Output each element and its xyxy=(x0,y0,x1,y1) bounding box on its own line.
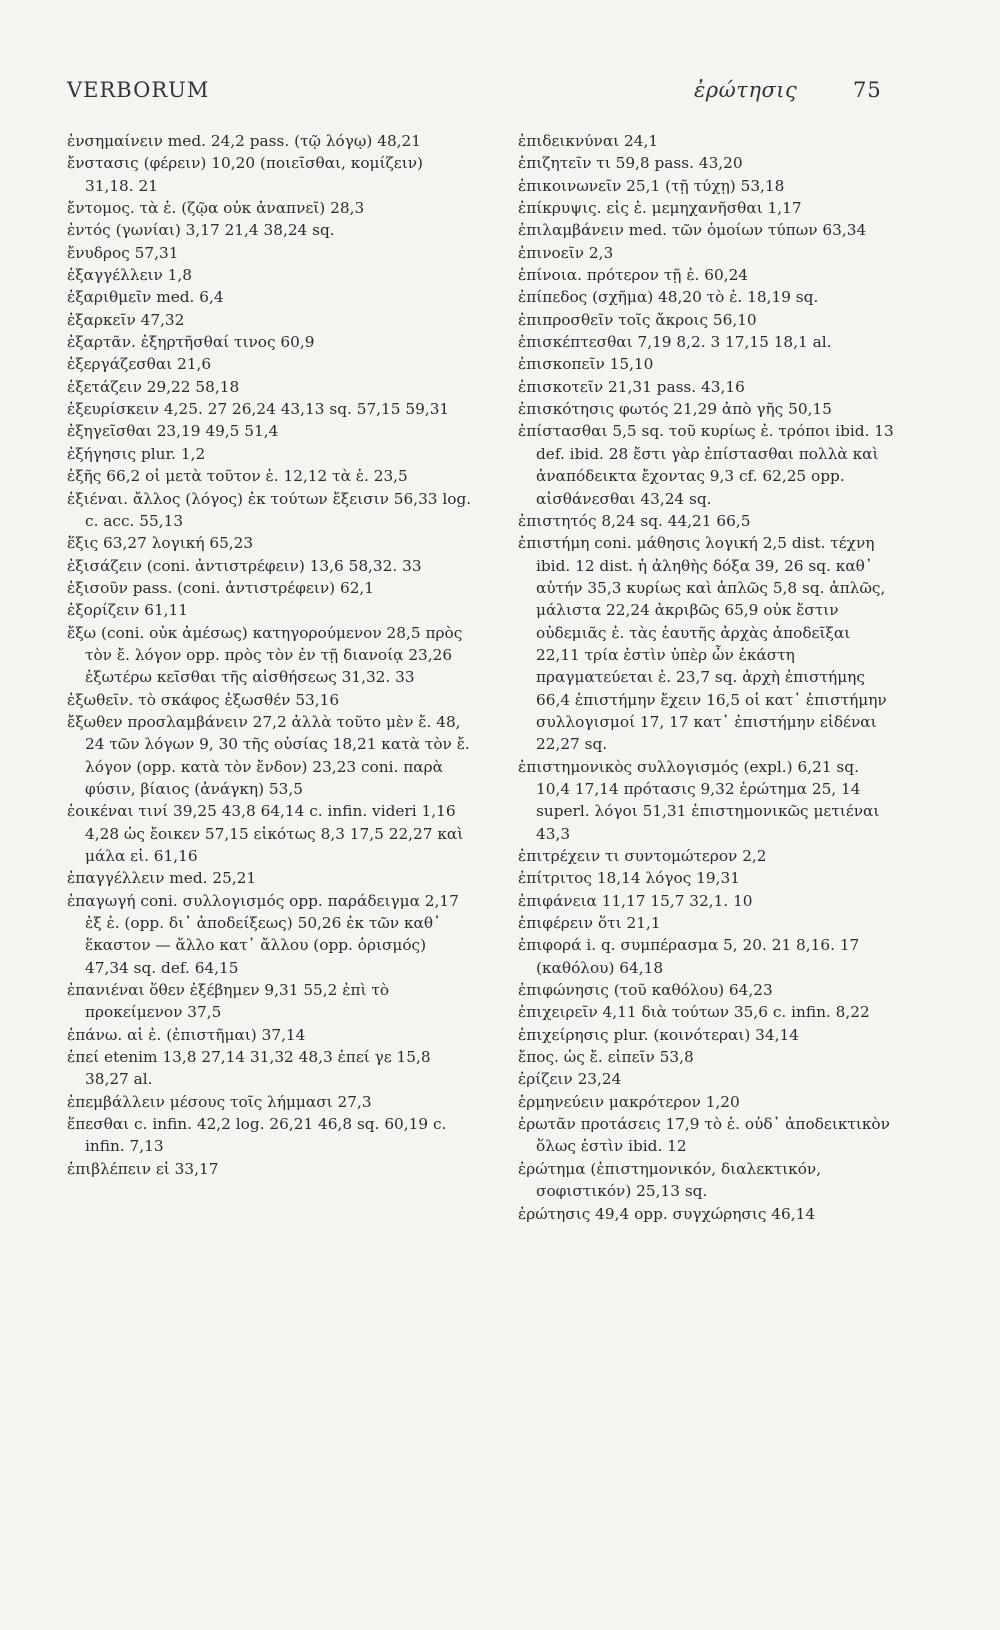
page-number: 75 xyxy=(853,78,882,102)
index-entry: ἐπινοεῖν 2,3 xyxy=(518,243,614,262)
index-entry: ἐπιστημονικὸς συλλογισμός (expl.) 6,21 sq. 10,4 17,14 πρότασις 9,32 ἐρώτημα 25, 14 superl. λόγοι 51,31 ἐπιστημονικῶς μετιέναι 43,3 xyxy=(518,757,880,843)
index-entry: ἐπιχείρησις plur. (κοινότεραι) 34,14 xyxy=(518,1025,799,1044)
index-entry: ἐξορίζειν 61,11 xyxy=(67,601,189,620)
index-entry: ἐπιφώνησις (τοῦ καθόλου) 64,23 xyxy=(518,981,773,1000)
index-entry: ἐνσημαίνειν med. 24,2 pass. (τῷ λόγῳ) 48,21 xyxy=(67,132,422,150)
index-entry: ἐξαρτᾶν. ἐξηρτῆσθαί τινος 60,9 xyxy=(67,333,315,352)
index-entry: ἕξις 63,27 λογική 65,23 xyxy=(67,534,254,553)
index-entry: ἐπιφορά i. q. συμπέρασμα 5, 20. 21 8,16. 17 (καθόλου) 64,18 xyxy=(518,936,860,977)
index-entry: ἐξισοῦν pass. (coni. ἀντιστρέφειν) 62,1 xyxy=(67,578,375,597)
index-entry: ἐπιστητός 8,24 sq. 44,21 66,5 xyxy=(518,511,751,530)
index-entry: ἐπισκοπεῖν 15,10 xyxy=(518,355,654,374)
index-entry: ἐπάνω. αἱ ἐ. (ἐπιστῆμαι) 37,14 xyxy=(67,1025,306,1044)
index-entry: ἔνυδρος 57,31 xyxy=(67,243,179,262)
running-head-title: VERBORUM xyxy=(67,78,210,102)
index-column-left xyxy=(67,130,472,1180)
index-entry: ἐρώτησις 49,4 opp. συγχώρησις 46,14 xyxy=(518,1204,816,1223)
index-entry: ἐπιπροσθεῖν τοῖς ἄκροις 56,10 xyxy=(518,310,757,329)
index-entry: ἐξαρκεῖν 47,32 xyxy=(67,310,185,329)
index-entry: ἐοικέναι τινί 39,25 43,8 64,14 c. infin. videri 1,16 4,28 ὡς ἔοικεν 57,15 εἰκότως 8,3 17,5 22,27 καὶ μάλα εἰ. 61,16 xyxy=(67,802,464,865)
index-entry: ἐξετάζειν 29,22 58,18 xyxy=(67,377,240,396)
running-head-catchword: ἐρώτησις xyxy=(694,78,798,102)
index-entry: ἐξαριθμεῖν med. 6,4 xyxy=(67,288,224,307)
index-entry: ἑξῆς 66,2 οἱ μετὰ τοῦτον ἑ. 12,12 τὰ ἑ. 23,5 xyxy=(67,467,408,486)
index-entry: ἔξωθεν προσλαμβάνειν 27,2 ἀλλὰ τοῦτο μὲν ἔ. 48, 24 τῶν λόγων 9, 30 τῆς οὐσίας 18,21 κατὰ τὸν ἔ. λόγον (opp. κατὰ τὸν ἔνδον) 23,23 coni. παρὰ φύσιν, βίαιος (ἀνάγκη) 53,5 xyxy=(67,712,470,798)
index-entry: ἐπαγωγή coni. συλλογισμός opp. παράδειγμα 2,17 ἐξ ἐ. (opp. δι᾽ ἀποδείξεως) 50,26 ἐκ τῶν καθ᾽ ἕκαστον — ἄλλο κατ᾽ ἄλλου (opp. ὁρισμός) 47,34 sq. def. 64,15 xyxy=(67,891,459,977)
index-entry: ἐντός (γωνίαι) 3,17 21,4 38,24 sq. xyxy=(67,221,335,240)
index-entry: ἐξωθεῖν. τὸ σκάφος ἐξωσθέν 53,16 xyxy=(67,690,340,709)
index-entry: ἐπίτριτος 18,14 λόγος 19,31 xyxy=(518,869,740,888)
index-entry: ἑρμηνεύειν μακρότερον 1,20 xyxy=(518,1092,740,1111)
index-entry: ἐπιφάνεια 11,17 15,7 32,1. 10 xyxy=(518,891,753,910)
index-entry: ἐπιζητεῖν τι 59,8 pass. 43,20 xyxy=(518,154,743,173)
index-entry: ἐξισάζειν (coni. ἀντιστρέφειν) 13,6 58,32. 33 xyxy=(67,556,422,575)
index-entry: ἐπίκρυψις. εἰς ἐ. μεμηχανῆσθαι 1,17 xyxy=(518,199,802,218)
index-entry: ἐπιφέρειν ὅτι 21,1 xyxy=(518,914,661,933)
index-entry: ἕπεσθαι c. infin. 42,2 log. 26,21 46,8 sq. 60,19 c. infin. 7,13 xyxy=(67,1115,447,1156)
index-entry: ἐπισκέπτεσθαι 7,19 8,2. 3 17,15 18,1 al. xyxy=(518,333,832,352)
index-entry: ἐπιστήμη coni. μάθησις λογική 2,5 dist. τέχνη ibid. 12 dist. ἡ ἀληθὴς δόξα 39, 26 sq. καθ᾽ αὑτήν 35,3 κυρίως καὶ ἁπλῶς 5,8 sq. ἁπλῶς, μάλιστα 22,24 ἀκριβῶς 65,9 οὐκ ἔστιν οὐδεμιᾶς ἐ. τὰς ἑαυτῆς ἀρχὰς ἀποδεῖξαι 22,11 τρία ἐστὶν ὑπὲρ ὧν ἑκάστη πραγματεύεται ἐ. 23,7 sq. ἀρχὴ ἐπιστήμης 66,4 ἐπιστήμην ἔχειν 16,5 οἱ κατ᾽ ἐπιστήμην συλλογισμοί 17, 17 κατ᾽ ἐπιστήμην εἰδέναι 22,27 sq. xyxy=(518,534,887,754)
index-entry: ἐρώτημα (ἐπιστημονικόν, διαλεκτικόν, σοφιστικόν) 25,13 sq. xyxy=(518,1159,822,1201)
index-entry: ἐπισκότησις φωτός 21,29 ἀπὸ γῆς 50,15 xyxy=(518,400,832,419)
index-entry: ἐπισκοτεῖν 21,31 pass. 43,16 xyxy=(518,377,745,396)
index-entry: ἔξω (coni. οὐκ ἀμέσως) κατηγορούμενον 28,5 πρὸς τὸν ἔ. λόγον opp. πρὸς τὸν ἐν τῇ διανοίᾳ 23,26 ἐξωτέρω κεῖσθαι τῆς αἰσθήσεως 31,32. 33 xyxy=(67,623,463,687)
index-entry: ἐπικοινωνεῖν 25,1 (τῇ τύχῃ) 53,18 xyxy=(518,176,785,195)
index-entry: ἐξεργάζεσθαι 21,6 xyxy=(67,355,212,374)
index-entry: ἐπίστασθαι 5,5 sq. τοῦ κυρίως ἐ. τρόποι ibid. 13 def. ibid. 28 ἔστι γὰρ ἐπίστασθαι πολλὰ καὶ ἀναπόδεικτα ἔχοντας 9,3 cf. 62,25 opp. αἰσθάνεσθαι 43,24 sq. xyxy=(518,422,894,508)
index-entry: ἐξαγγέλλειν 1,8 xyxy=(67,266,192,285)
index-entry: ἐξήγησις plur. 1,2 xyxy=(67,444,206,463)
index-entry: ἐπιχειρεῖν 4,11 διὰ τούτων 35,6 c. infin. 8,22 xyxy=(518,1003,870,1022)
index-entry: ἔνστασις (φέρειν) 10,20 (ποιεῖσθαι, κομίζειν) 31,18. 21 xyxy=(67,154,423,195)
index-entry: ἐπίπεδος (σχῆμα) 48,20 τὸ ἐ. 18,19 sq. xyxy=(518,288,819,307)
index-entry: ἐπιλαμβάνειν med. τῶν ὁμοίων τύπων 63,34 xyxy=(518,221,867,240)
index-entry: ἐπεί etenim 13,8 27,14 31,32 48,3 ἐπεί γε 15,8 38,27 al. xyxy=(67,1048,431,1089)
index-entry: ἐπιβλέπειν εἰ 33,17 xyxy=(67,1159,219,1178)
index-entry: ἐπίνοια. πρότερον τῇ ἐ. 60,24 xyxy=(518,266,749,285)
index-entry: ἐξηγεῖσθαι 23,19 49,5 51,4 xyxy=(67,422,279,441)
index-entry: ἐρωτᾶν προτάσεις 17,9 τὸ ἐ. οὐδ᾽ ἀποδεικτικὸν ὅλως ἐστὶν ibid. 12 xyxy=(518,1115,890,1156)
index-entry: ἐπιδεικνύναι 24,1 xyxy=(518,132,659,150)
index-entry: ἐπιτρέχειν τι συντομώτερον 2,2 xyxy=(518,847,767,865)
index-entry: ἐπαγγέλλειν med. 25,21 xyxy=(67,869,257,888)
index-entry: ἐρίζειν 23,24 xyxy=(518,1070,622,1089)
index-entry: ἔπος. ὡς ἔ. εἰπεῖν 53,8 xyxy=(518,1048,694,1067)
index-entry: ἐξιέναι. ἄλλος (λόγος) ἐκ τούτων ἔξεισιν 56,33 log. c. acc. 55,13 xyxy=(67,489,472,530)
index-column-right xyxy=(518,130,896,1225)
index-entry: ἔντομος. τὰ ἐ. (ζῷα οὐκ ἀναπνεῖ) 28,3 xyxy=(67,199,365,218)
index-entry: ἐξευρίσκειν 4,25. 27 26,24 43,13 sq. 57,15 59,31 xyxy=(67,400,450,419)
index-entry: ἐπεμβάλλειν μέσους τοῖς λήμμασι 27,3 xyxy=(67,1092,372,1111)
index-entry: ἐπανιέναι ὅθεν ἐξέβημεν 9,31 55,2 ἐπὶ τὸ προκείμενον 37,5 xyxy=(67,981,390,1022)
